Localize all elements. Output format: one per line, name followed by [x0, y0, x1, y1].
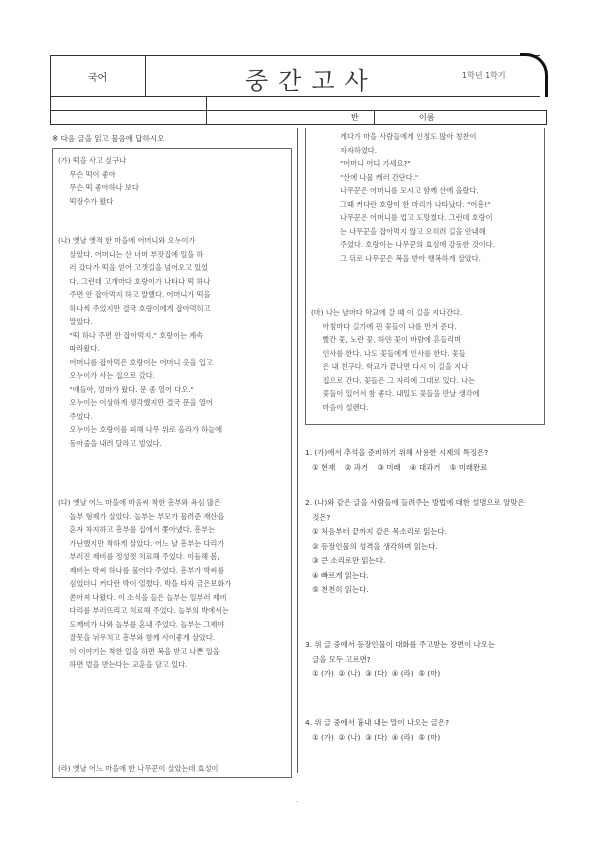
- class-label: 반: [351, 113, 359, 122]
- page-number: -: [296, 798, 299, 805]
- row3-divider-1: [206, 111, 207, 124]
- name-label: 이름: [419, 113, 435, 122]
- question-4: 4. 위 글 중에서 흉내 내는 말이 나오는 글은? ① (가) ② (나) ③ (다) ④ (라) ⑤ (마): [305, 718, 449, 742]
- exam-title: 중간고사: [245, 67, 378, 95]
- passage-da: (다) 옛날 어느 마을에 마음씨 착한 흥부와 욕심 많은 놀부 형제가 살았다. 놀부는 부모가 물려준 재산을 혼자 차지하고 흥부를 집에서 쫓아냈다. 흥부는 가난했지만 착하게 살았다. 어느 날 흥부는 다리가 부러진 제비를 정성껏 치료해 주었다. 이듬해 봄, 제비는 박씨 하나를 물어다 주었다. 흥부가 박씨를 심었더니 커다란 박이 열렸다. 박을 타자 금은보화가 쏟아져 나왔다. 이 소식을 들은 놀부는 일부러 제비 다리를 부러뜨리고 치료해 주었다. 놀부의 박에서는 도깨비가 나와 놀부를 혼내 주었다. 놀부는 그제야 잘못을 뉘우치고 흥부와 함께 사이좋게 살았다. 이 이야기는 착한 일을 하면 복을 받고 나쁜 일을 하면 벌을 받는다는 교훈을 담고 있다.: [58, 498, 232, 669]
- question-3: 3. 위 글 중에서 등장인물이 대화를 주고받는 장면이 나오는 글을 모두 고르면? ① (가) ② (나) ③ (다) ④ (라) ⑤ (마): [305, 640, 496, 678]
- grade-label: 1학년 1학기: [462, 71, 506, 80]
- row3-divider-2: [374, 111, 375, 124]
- header-row-3: [50, 111, 547, 125]
- passage-ga: (가) 떡을 사고 싶구나 무슨 떡이 좋아 무슨 떡 좋아하나 보다 떡장수가 왔다: [58, 156, 139, 206]
- row2-divider: [206, 97, 207, 110]
- instruction-text: ※ 다음 글을 읽고 물음에 답하시오: [52, 134, 165, 143]
- question-1: 1. (가)에서 추석을 준비하기 위해 사용한 시제의 특징은? ① 현재 ② 과거 ③ 미래 ④ 대과거 ⑤ 미래완료: [305, 448, 489, 472]
- passage-continuation: 게다가 마을 사람들에게 인정도 많아 칭찬이 자자하였다. "어머니 어디 가세요?" "산에 나물 캐러 간단다." 나무꾼은 어머니를 모시고 함께 산에 올랐다. 그때 커다란 호랑이 한 마리가 나타났다. "어흥!" 나무꾼은 어머니를 업고 도망쳤다. 그런데 호랑이 는 나무꾼을 잡아먹지 않고 오히려 길을 안내해 주었다. 호랑이는 나무꾼의 효심에 감동한 것이다. 그 뒤로 나무꾼은 복을 받아 행복하게 살았다.: [340, 132, 495, 263]
- question-2: 2. (나)와 같은 글을 사람들에 들려주는 방법에 대한 설명으로 알맞은 것은? ① 처음부터 끝까지 같은 목소리로 읽는다. ② 등장인물의 성격을 생각하며 읽는다. ③ 큰 소리로만 읽는다. ④ 빠르게 읽는다. ⑤ 천천히 읽는다.: [305, 498, 525, 594]
- passage-ra: (라) 옛날 어느 마을에 한 나무꾼이 살았는데 효성이: [58, 764, 219, 773]
- passage-na: (나) 옛날 옛적 한 마을에 어머니와 오누이가 살았다. 어머니는 산 너머 부잣집에 일을 하 러 갔다가 떡을 얻어 고갯길을 넘어오고 있었 다. 그런데 고개마다 호랑이가 나타나 떡 하나 주면 안 잡아먹지 하고 말했다. 어머니가 떡을 하나씩 주었지만 결국 호랑이에게 잡아먹히고 말았다. "떡 하나 주면 안 잡아먹지." 호랑이는 계속 따라왔다. 어머니를 잡아먹은 호랑이는 어머니 옷을 입고 오누이가 사는 집으로 갔다. "얘들아, 엄마가 왔다. 문 좀 열어 다오." 오누이는 이상하게 생각했지만 결국 문을 열어 주었다. 오누이는 호랑이를 피해 나무 위로 올라가 하늘에 동아줄을 내려 달라고 빌었다.: [58, 236, 223, 448]
- header-divider: [145, 55, 146, 97]
- exam-header: [50, 55, 547, 123]
- column-divider: [297, 128, 298, 773]
- header-row-2: [50, 97, 547, 111]
- passage-ma: (마) 나는 날마다 학교에 갈 때 이 길을 지나간다. 아침마다 길가에 핀 꽃들이 나를 반겨 준다. 빨간 꽃, 노란 꽃, 하얀 꽃이 바람에 흔들리며 인사를 한다. 나도 꽃들에게 인사를 한다. 꽃들 은 내 친구다. 학교가 끝나면 다시 이 길을 지나 집으로 간다. 꽃들은 그 자리에 그대로 있다. 나는 꽃들이 있어서 참 좋다. 내일도 꽃들을 만날 생각에 마음이 설렌다.: [311, 308, 480, 412]
- header-corner-curve: [520, 53, 548, 97]
- subject-label: 국어: [87, 72, 108, 84]
